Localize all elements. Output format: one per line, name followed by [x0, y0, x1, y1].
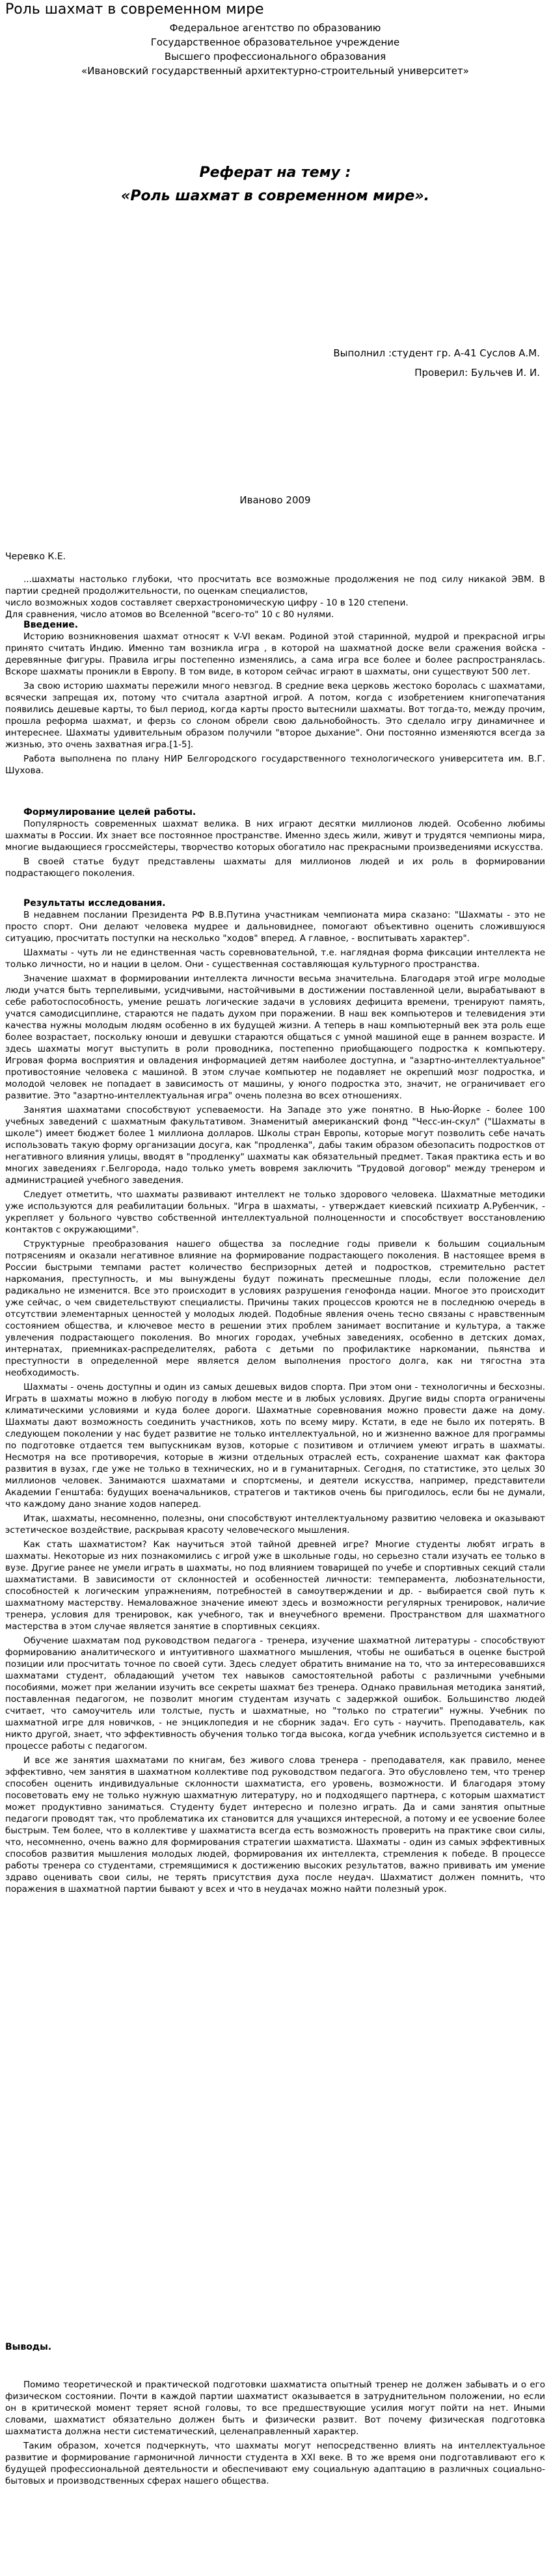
place-year: Иваново 2009: [239, 494, 311, 506]
institution-header: [5, 21, 545, 78]
section-paragraph: Шахматы - очень доступны и один из самых дешевых видов спорта. При этом они - технологичны и бесхозны. Играть в шахматы можно в любую погоду в любом месте и в любых условиях. Другие виды спорта ограничены климатическими условиями и куда более дороги. Шахматные соревнования можно провести даже на дому. Шахматы дают возможность соединить участников, хоть по всему миру. Кстати, в еде не было их потерять. В следующем поколении у нас будет развитие не только интеллектуальной, но и жизненно важное для программы по подготовке отдается тем выпускникам вузов, которые с позитивом и отличием умеют играть в шахматы. Несмотря на все противоречия, которые в жизни отдельных отраслей есть, сохранение шахмат как фактора развития в вузах, где уже не только в технических, но и в гуманитарных. Сегодня, по статистике, это целых 30 миллионов человек. Занимаются шахматами и спортсмены, и деятели искусства, например, представители Академии Генштаба: будущих военачальников, стратегов и тактиков очень бы пригодилось, если бы не думали, что каждому дано знание ходов наперед.: [5, 1382, 545, 1509]
section-paragraph: Обучение шахматам под руководством педагога - тренера, изучение шахматной литературы - способствуют формированию аналитического и интуитивного шахматного мышления, чтобы не ошибаться в оценке быстрой позиции или просчитать точное по своей сути. Здесь следует обратить внимание на то, что за интересовавшихся шахматами студент, обладающий учетом тех навыков самостоятельной работы с различными учебными пособиями, может при желании изучить все секреты шахмат без тренера. Однако правильная методика занятий, поставленная педагогом, не позволит многим студентам изучать с задержкой ошибок. Большинство людей считает, что самоучитель или толстые, пусть и шахматные, но "только по стратегии" нужны. Учебник по шахматной игре для новичков, - не энциклопедия и не сборник задач. Его суть - научить. Преподаватель, как никто другой, знает, что эффективность обучения только тогда высока, когда учебник используется системно и в процессе работы с педагогом.: [5, 1636, 545, 1751]
section-paragraph: Работа выполнена по плану НИР Белгородского государственного технологического университета им. В.Г. Шухова.: [5, 754, 545, 776]
section-paragraph: Следует отметить, что шахматы развивают интеллект не только здорового человека. Шахматные методики уже используются для реабилитации больных. "Игра в шахматы, - утверждает киевский психиатр А.Рубенчик, - укрепляет у больного чувство собственной интеллектуальной полноценности и способствует восстановлению контактов с окружающими".: [5, 1189, 545, 1235]
header-line: Государственное образовательное учреждение: [150, 36, 400, 48]
report-title: [5, 161, 545, 208]
section-paragraph: Значение шахмат в формировании интеллекта личности весьма значительна. Благодаря этой игре молодые люди учатся быть терпеливыми, усидчивыми, настойчивыми в достижении поставленной цели, вырабатывают в себе работоспособность, умение решать логические задачи в условиях дефицита времени, тренируют память, учатся самодисциплине, стараются не падать духом при поражении. В наш век компьютеров и телевидения эти качества нужны молодым людям особенно в их будущей жизни. А теперь в наш компьютерный век эта роль еще более возрастает, поскольку юноши и девушки стараются общаться с умной машиной еще в раннем возрасте. И здесь шахматы могут выступить в роли проводника, постепенно приобщающего подростка к компьютеру. Игровая форма восприятия и овладения информацией детям наиболее доступна, и "азартно-интеллектуальное" противостояние человека с машиной. В этом случае компьютер не подавляет не окрепший мозг подростка, и молодой человек не попадает в зависимость от машины, у юного подростка это, значит, не ограничивает его развитие. Это "азартно-интеллектуальная игра" очень полезна во всех отношениях.: [5, 974, 545, 1101]
reviewer-name: Черевко К.Е.: [5, 551, 66, 562]
section-paragraph: За свою историю шахматы пережили много невзгод. В средние века церковь жестоко боролась с шахматами, всячески запрещая их, потому что считала азартной игрой. А потом, когда с изобретением книгопечатания появились дешевые карты, то был период, когда карты просто вытеснили шахматы. Вот тогда-то, между прочим, прошла реформа шахмат, и ферзь со слоном обрели свою дальнобойность. Это сделало игру динамичнее и интереснее. Шахматы удивительным образом получили "второе дыхание". Они постоянно изменяются всегда за жизнью, это очень захватная игра.[1-5].: [5, 681, 545, 750]
section-goals: [5, 806, 545, 879]
section-paragraph: Итак, шахматы, несомненно, полезны, они способствуют интеллектуальному развитию человека и оказывают эстетическое воздействие, раскрывая красоту человеческого мышления.: [5, 1513, 545, 1535]
header-line: Высшего профессионального образования: [164, 51, 386, 62]
section-paragraph: Занятия шахматами способствуют успеваемости. На Западе это уже понятно. В Нью-Йорке - более 100 учебных заведений с шахматным факультативом. Знаменитый американский фонд "Чесс-ин-скул" ("Шахматы в школе") имеет бюджет более 1 миллиона долларов. Школы стран Европы, которые могут позволить себе начать использовать такую форму организации досуга, как "продленка", дабы таким образом обезопасить подростков от негативного влияния улицы, вводят в "продленку" шахматы как обязательный предмет. Такая практика есть и во многих заведениях г.Белгорода, надо только уметь вовремя заключить "Трудовой договор" между тренером и администрацией учебного заведения.: [5, 1105, 545, 1186]
section-paragraph: И все же занятия шахматами по книгам, без живого слова тренера - преподавателя, как правило, менее эффективно, чем занятия в шахматном коллективе под руководством педагога. Это обусловлено тем, что тренер способен оценить индивидуальные склонности шахматиста, его уровень, возможности. И благодаря этому посоветовать ему не только нужную шахматную литературу, но и подходящего партнера, с которым шахматист может продуктивно заниматься. Студенту будет интересно и полезно играть. Да и сами занятия опытные педагоги проводят так, что проблематика их становится для учащихся интересной, а потому и ее усвоение более быстрым. Тем более, что в коллективе у шахматиста всегда есть возможность проверить на практике свои силы, что, несомненно, очень важно для формирования стратегии шахматиста. Шахматы - один из самых эффективных способов развития мышления молодых людей, формирования их интеллекта, стремления к победе. В процессе работы тренера со студентами, стремящимися к достижению высоких результатов, важно прививать им умение здраво оценивать свои силы, не терять присутствия духа после неудач. Шахматист должен помнить, что поражения в шахматной партии бывают у всех и что в неудачах можно найти полезный урок.: [5, 1755, 545, 1894]
section-heading: Результаты исследования.: [23, 898, 166, 909]
section-heading: Выводы.: [5, 2342, 52, 2352]
section-paragraph: Структурные преобразования нашего общества за последние годы привели к большим социальным потрясениям и оказали негативное влияние на формирование подрастающего поколения. В настоящее время в России быстрыми темпами растет количество беспризорных детей и подростков, стремительно растет наркомания, преступность, и мы вынуждены будут пожинать пресмешные плоды, если положение дел радикально не изменится. Все это происходит в условиях разрушения генофонда нации. Многое это происходит уже сейчас, о чем свидетельствуют специалисты. Причины таких процессов кроются не в последнюю очередь в отсутствии элементарных ценностей у молодых людей. Подобные явления очень тесно связаны с нравственным состоянием общества, и ключевое место в решении этих проблем занимает воспитание и культура, а также увлечения подрастающего поколения. Во многих городах, учебных заведениях, особенно в детских домах, интернатах, приемниках-распределителях, работа с детьми по профилактике наркомании, пьянства и преступности в определенной мере является делом выполнения простого долга, как ни тягостна эта необходимость.: [5, 1239, 545, 1378]
authorship-block: [333, 343, 540, 382]
section-heading: Введение.: [23, 620, 79, 630]
section-paragraph: Помимо теоретической и практической подготовки шахматиста опытный тренер не должен забывать и о его физическом состоянии. Почти в каждой партии шахматист оказывается в затруднительном положении, но если он в критической момент теряет ясной головы, то все предшествующие усилия могут пойти на нет. Иными словами, шахматист обязательно должен быть и физически развит. Вот почему физическая подготовка шахматиста должна нести систематический, целенаправленный характер.: [5, 2380, 545, 2437]
section-paragraph: Историю возникновения шахмат относят к V-VI векам. Родиной этой старинной, мудрой и прекрасной игры принято считать Индию. Именно там возникла игра , в которой на шахматной доске вели сражения войска - деревянные фигуры. Правила игры постепенно изменялись, а сама игра все более и более распространялась. Вскоре шахматы проникли в Европу. В том виде, в котором сейчас играют в шахматы, они существуют 500 лет.: [5, 631, 545, 677]
intro-paragraph: число возможных ходов составляет сверхастрономическую цифру - 10 в 120 степени.: [5, 598, 409, 608]
performer-line: Выполнил :студент гр. А-41 Суслов А.М.: [333, 347, 540, 359]
header-line: Федеральное агентство по образованию: [169, 22, 381, 34]
section-paragraph: Популярность современных шахмат велика. В них играют десятки миллионов людей. Особенно любимы шахматы в России. Их знает все постоянное пространстве. Именно здесь жили, живут и трудятся чемпионы мира, многие выдающиеся гроссмейстеры, творчество которых обогатило нас прекрасными произведениями искусства.: [5, 819, 545, 853]
section-paragraph: Шахматы - чуть ли не единственная часть соревновательной, т.е. наглядная форма фиксации интеллекта не только личности, но и нации в целом. Они - существенная составляющая культурного пространства.: [5, 948, 545, 970]
document-title: Роль шахмат в современном мире: [5, 1, 264, 18]
section-paragraph: В своей статье будут представлены шахматы для миллионов людей и их роль в формировании подрастающего поколения.: [5, 856, 545, 879]
intro-paragraph: Для сравнения, число атомов во Вселенной "всего-то" 10 с 80 нулями.: [5, 609, 334, 620]
intro-epigraph: [5, 574, 545, 620]
checker-line: Проверил: Бульчев И. И.: [414, 367, 540, 378]
report-title-line: Реферат на тему :: [199, 165, 351, 181]
section-heading: Формулирование целей работы.: [23, 807, 196, 817]
section-paragraph: Как стать шахматистом? Как научиться этой тайной древней игре? Многие студенты любят играть в шахматы. Некоторые из них познакомились с игрой уже в школьные годы, но серьезно стали изучать ее только в вузе. Другие ранее не умели играть в шахматы, но под влиянием товарищей по учебе и спортивных секций стали шахматистами. В зависимости от склонностей и особенностей личности: темперамента, любознательности, способностей к логическим упражнениям, потребностей в самоутверждении и др. - выбирается свой путь к шахматному мастерству. Немаловажное значение имеют здесь и возможности регулярных тренировок, наличие тренера, условия для тренировок, как учебного, так и внеучебного времени. Пространством для шахматного мастерства в этом случае является занятие в спортивных секциях.: [5, 1539, 545, 1632]
report-title-line: «Роль шахмат в современном мире».: [121, 188, 429, 204]
section-results: [5, 897, 545, 1895]
section-introduction: [5, 619, 545, 777]
section-paragraph: В недавнем послании Президента РФ В.В.Путина участникам чемпионата мира сказано: "Шахматы - это не просто спорт. Они делают человека мудрее и дальновиднее, помогают объективно оценить сложившуюся ситуацию, просчитать поступки на несколько "ходов" вперед. А главное, - воспитывать характер".: [5, 910, 545, 944]
section-paragraph: Таким образом, хочется подчеркнуть, что шахматы могут непосредственно влиять на интеллектуальное развитие и формирование гармоничной личности студента в XXI веке. В то же время они подготавливают его к будущей профессиональной деятельности и обеспечивают ему социальную адаптацию в различных социально-бытовых и производственных сферах нашего общества.: [5, 2441, 545, 2486]
intro-paragraph: ...шахматы настолько глубоки, что просчитать все возможные продолжения не под силу никакой ЭВМ. В партии средней продолжительности, по оценкам специалистов,: [5, 574, 545, 596]
header-line: «Ивановский государственный архитектурно-строительный университет»: [81, 65, 469, 77]
section-conclusions: [5, 2341, 545, 2487]
document-page: [5, 0, 545, 2576]
